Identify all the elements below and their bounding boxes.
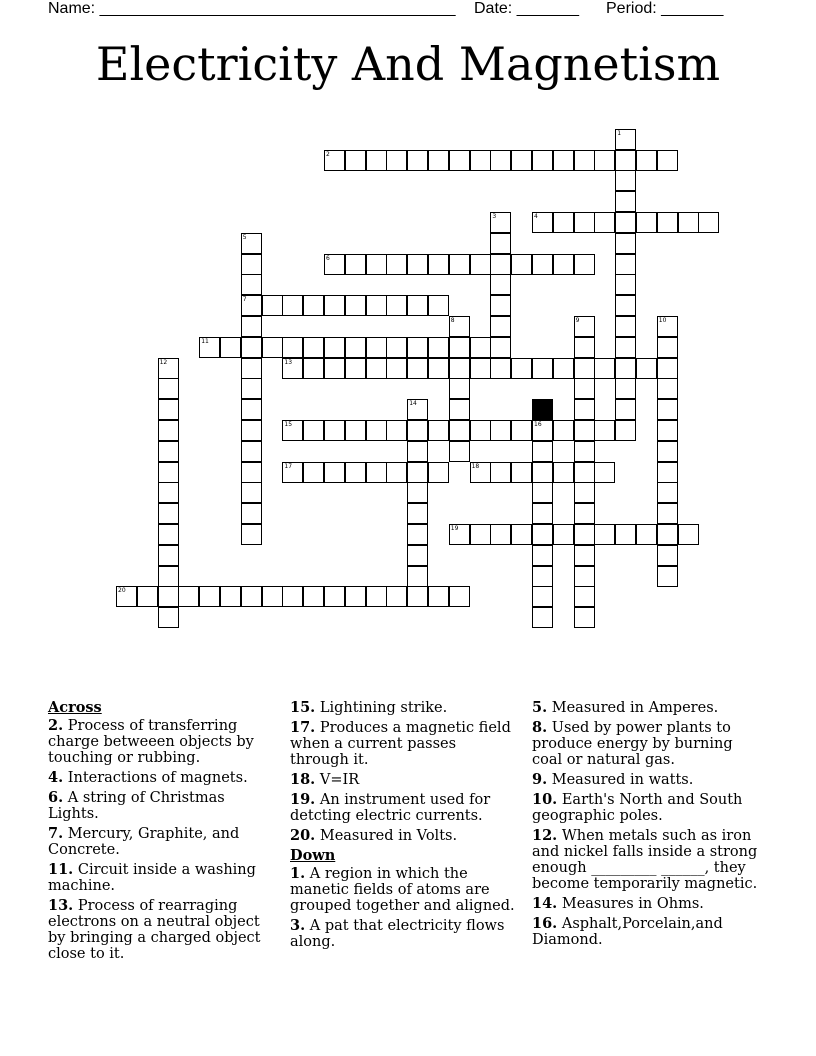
- grid-cell[interactable]: [657, 378, 678, 399]
- clue-number-16: 16: [534, 421, 542, 428]
- grid-cell[interactable]: [532, 482, 553, 503]
- clue-down-item: [532, 828, 760, 892]
- grid-cell[interactable]: [532, 254, 553, 275]
- grid-cell[interactable]: [636, 358, 657, 379]
- name-label: Name:: [48, 0, 96, 17]
- grid-cell[interactable]: [324, 462, 345, 483]
- grid-cell[interactable]: [574, 482, 595, 503]
- grid-cell[interactable]: [158, 482, 179, 503]
- grid-cell[interactable]: [386, 358, 407, 379]
- grid-cell[interactable]: [282, 586, 303, 607]
- clue-text: Produces a magnetic field when a current passes through it.: [290, 720, 511, 768]
- grid-cell[interactable]: [532, 462, 553, 483]
- grid-cell[interactable]: [386, 462, 407, 483]
- grid-cell[interactable]: [657, 358, 678, 379]
- grid-cell[interactable]: [366, 254, 387, 275]
- grid-cell[interactable]: [615, 233, 636, 254]
- clue-number-12: 12: [159, 358, 168, 366]
- grid-cell[interactable]: [407, 337, 428, 358]
- grid-cell[interactable]: [657, 482, 678, 503]
- grid-cell[interactable]: [449, 586, 470, 607]
- grid-cell[interactable]: [490, 316, 511, 337]
- clue-text: Measured in Volts.: [319, 828, 458, 844]
- grid-cell[interactable]: [574, 545, 595, 566]
- grid-cell[interactable]: [158, 503, 179, 524]
- grid-cell[interactable]: [511, 150, 532, 171]
- grid-cell[interactable]: [324, 337, 345, 358]
- clue-across-item: [48, 790, 276, 822]
- grid-cell[interactable]: [428, 337, 449, 358]
- clue-number: 5.: [532, 699, 548, 716]
- grid-cell[interactable]: [470, 254, 491, 275]
- grid-cell[interactable]: [574, 441, 595, 462]
- grid-cell[interactable]: [282, 295, 303, 316]
- grid-cell[interactable]: [345, 462, 366, 483]
- clue-column-1: [48, 700, 276, 966]
- grid-cell[interactable]: [532, 503, 553, 524]
- clue-column-2: [290, 700, 518, 954]
- grid-cell[interactable]: [262, 586, 283, 607]
- grid-cell[interactable]: [241, 482, 262, 503]
- grid-cell[interactable]: [345, 295, 366, 316]
- grid-cell[interactable]: [241, 420, 262, 441]
- clue-number: 6.: [48, 789, 64, 806]
- clue-number: 12.: [532, 827, 558, 844]
- grid-cell[interactable]: [366, 358, 387, 379]
- grid-cell[interactable]: [636, 150, 657, 171]
- clue-number-19: 19: [450, 525, 459, 532]
- grid-cell[interactable]: [303, 586, 324, 607]
- clue-number-14: 14: [409, 400, 417, 408]
- grid-cell[interactable]: [449, 150, 470, 171]
- grid-cell[interactable]: [594, 524, 615, 545]
- clue-down-item: [532, 700, 760, 716]
- grid-cell[interactable]: [407, 503, 428, 524]
- grid-cell[interactable]: [345, 337, 366, 358]
- grid-cell[interactable]: [303, 337, 324, 358]
- clue-text: Process of rearraging electrons on a neutral object by bringing a charged object close to it.: [48, 898, 261, 962]
- grid-cell[interactable]: [428, 462, 449, 483]
- grid-cell[interactable]: [449, 441, 470, 462]
- grid-cell[interactable]: [199, 586, 220, 607]
- grid-cell[interactable]: [241, 316, 262, 337]
- grid-cell[interactable]: [407, 482, 428, 503]
- grid-cell[interactable]: [615, 170, 636, 191]
- grid-cell[interactable]: [511, 420, 532, 441]
- grid-cell[interactable]: [345, 586, 366, 607]
- grid-cell[interactable]: [366, 295, 387, 316]
- period-blank: _______: [661, 0, 724, 17]
- blocked-cell: [532, 399, 553, 420]
- clue-number: 2.: [48, 717, 64, 734]
- grid-cell[interactable]: [241, 337, 262, 358]
- grid-cell[interactable]: [366, 586, 387, 607]
- grid-cell[interactable]: [262, 295, 283, 316]
- grid-cell[interactable]: [657, 337, 678, 358]
- clue-number-6: 6: [326, 254, 330, 262]
- clue-text: Interactions of magnets.: [67, 770, 248, 786]
- clue-text: Circuit inside a washing machine.: [48, 862, 256, 894]
- clue-number: 7.: [48, 825, 64, 842]
- grid-cell[interactable]: [574, 150, 595, 171]
- grid-cell[interactable]: [282, 337, 303, 358]
- grid-cell[interactable]: [490, 233, 511, 254]
- grid-cell[interactable]: [490, 358, 511, 379]
- grid-cell[interactable]: [594, 150, 615, 171]
- grid-cell[interactable]: [158, 420, 179, 441]
- grid-cell[interactable]: [407, 545, 428, 566]
- clue-number-9: 9: [575, 317, 580, 324]
- grid-cell[interactable]: [366, 337, 387, 358]
- grid-cell[interactable]: [449, 420, 470, 441]
- grid-cell[interactable]: [490, 295, 511, 316]
- clue-text: Lightining strike.: [319, 700, 448, 716]
- grid-cell[interactable]: [574, 254, 595, 275]
- clue-number: 15.: [290, 699, 316, 716]
- grid-cell[interactable]: [407, 420, 428, 441]
- clue-number: 9.: [532, 771, 548, 788]
- grid-cell[interactable]: [615, 295, 636, 316]
- clue-number-10: 10: [658, 317, 667, 324]
- grid-cell[interactable]: [490, 462, 511, 483]
- grid-cell[interactable]: [615, 399, 636, 420]
- grid-cell[interactable]: [407, 358, 428, 379]
- grid-cell[interactable]: [262, 337, 283, 358]
- clue-across-item: [48, 862, 276, 894]
- clue-number-8: 8: [450, 317, 455, 324]
- clue-number-18: 18: [471, 462, 480, 470]
- grid-cell[interactable]: [698, 212, 719, 233]
- clue-down-item: [532, 916, 760, 948]
- grid-cell[interactable]: [678, 212, 699, 233]
- grid-cell[interactable]: [449, 337, 470, 358]
- grid-cell[interactable]: [553, 420, 574, 441]
- clue-text: Used by power plants to produce energy by burning coal or natural gas.: [532, 720, 733, 768]
- grid-cell[interactable]: [490, 420, 511, 441]
- clue-number-1: 1: [617, 129, 622, 137]
- grid-cell[interactable]: [574, 212, 595, 233]
- grid-cell[interactable]: [241, 358, 262, 379]
- grid-cell[interactable]: [241, 274, 262, 295]
- grid-cell[interactable]: [158, 586, 179, 607]
- grid-cell[interactable]: [345, 420, 366, 441]
- clue-down-item: [532, 772, 760, 788]
- grid-cell[interactable]: [657, 545, 678, 566]
- grid-cell[interactable]: [490, 254, 511, 275]
- grid-cell[interactable]: [615, 337, 636, 358]
- grid-cell[interactable]: [615, 524, 636, 545]
- grid-cell[interactable]: [657, 399, 678, 420]
- grid-cell[interactable]: [532, 358, 553, 379]
- clue-number-3: 3: [492, 213, 497, 220]
- clue-number-4: 4: [534, 213, 538, 220]
- grid-cell[interactable]: [615, 274, 636, 295]
- grid-cell[interactable]: [407, 524, 428, 545]
- clue-number: 13.: [48, 897, 74, 914]
- grid-cell[interactable]: [553, 254, 574, 275]
- clue-text: V=IR: [319, 772, 360, 788]
- grid-cell[interactable]: [532, 441, 553, 462]
- grid-cell[interactable]: [657, 212, 678, 233]
- clue-number: 1.: [290, 865, 306, 882]
- grid-cell[interactable]: [324, 358, 345, 379]
- grid-cell[interactable]: [220, 586, 241, 607]
- grid-cell[interactable]: [345, 358, 366, 379]
- grid-cell[interactable]: [574, 358, 595, 379]
- clue-text: Measured in Amperes.: [551, 700, 719, 716]
- grid-cell[interactable]: [657, 462, 678, 483]
- clue-across-item: [290, 720, 518, 768]
- grid-cell[interactable]: [137, 586, 158, 607]
- grid-cell[interactable]: [428, 358, 449, 379]
- grid-cell[interactable]: [241, 441, 262, 462]
- grid-cell[interactable]: [241, 524, 262, 545]
- clue-text: Measured in watts.: [551, 772, 694, 788]
- grid-cell[interactable]: [449, 358, 470, 379]
- grid-cell[interactable]: [386, 586, 407, 607]
- clue-number: 8.: [532, 719, 548, 736]
- clue-across-item: [290, 792, 518, 824]
- grid-cell[interactable]: [303, 462, 324, 483]
- grid-cell[interactable]: [407, 295, 428, 316]
- grid-cell[interactable]: [407, 566, 428, 587]
- grid-cell[interactable]: [241, 378, 262, 399]
- grid-cell[interactable]: [407, 150, 428, 171]
- grid-cell[interactable]: [366, 420, 387, 441]
- grid-cell[interactable]: [366, 462, 387, 483]
- grid-cell[interactable]: [532, 150, 553, 171]
- grid-cell[interactable]: [386, 337, 407, 358]
- grid-cell[interactable]: [574, 524, 595, 545]
- clue-number-2: 2: [326, 150, 330, 158]
- grid-cell[interactable]: [449, 399, 470, 420]
- clue-across-item: [290, 772, 518, 788]
- grid-cell[interactable]: [158, 462, 179, 483]
- grid-cell[interactable]: [386, 150, 407, 171]
- grid-cell[interactable]: [657, 441, 678, 462]
- clue-number-13: 13: [284, 358, 293, 366]
- grid-cell[interactable]: [490, 150, 511, 171]
- clue-down-item: [532, 792, 760, 824]
- grid-cell[interactable]: [158, 441, 179, 462]
- grid-cell[interactable]: [678, 524, 699, 545]
- grid-cell[interactable]: [574, 503, 595, 524]
- grid-cell[interactable]: [511, 524, 532, 545]
- grid-cell[interactable]: [553, 524, 574, 545]
- clue-number: 19.: [290, 791, 316, 808]
- clue-column-3: [532, 700, 760, 952]
- grid-cell[interactable]: [490, 274, 511, 295]
- grid-cell[interactable]: [553, 150, 574, 171]
- grid-cell[interactable]: [574, 378, 595, 399]
- clue-text: An instrument used for detcting electric currents.: [290, 792, 491, 824]
- grid-cell[interactable]: [574, 586, 595, 607]
- grid-cell[interactable]: [657, 150, 678, 171]
- grid-cell[interactable]: [241, 586, 262, 607]
- grid-cell[interactable]: [428, 586, 449, 607]
- grid-cell[interactable]: [532, 607, 553, 628]
- grid-cell[interactable]: [407, 441, 428, 462]
- grid-cell[interactable]: [553, 462, 574, 483]
- clue-across-item: [48, 770, 276, 786]
- name-blank: ________________________________________: [99, 0, 456, 17]
- down-heading: Down: [290, 847, 336, 864]
- clue-number: 14.: [532, 895, 558, 912]
- clue-text: Asphalt,Porcelain,and Diamond.: [532, 916, 723, 948]
- grid-cell[interactable]: [158, 607, 179, 628]
- grid-cell[interactable]: [241, 399, 262, 420]
- grid-cell[interactable]: [532, 566, 553, 587]
- grid-cell[interactable]: [324, 295, 345, 316]
- grid-cell[interactable]: [636, 212, 657, 233]
- grid-cell[interactable]: [366, 150, 387, 171]
- clue-down-item: [532, 896, 760, 912]
- grid-cell[interactable]: [470, 337, 491, 358]
- grid-cell[interactable]: [553, 358, 574, 379]
- across-heading: Across: [48, 699, 102, 716]
- clue-text: A pat that electricity flows along.: [290, 918, 505, 950]
- date-label: Date:: [474, 0, 513, 17]
- grid-cell[interactable]: [428, 150, 449, 171]
- grid-cell[interactable]: [324, 586, 345, 607]
- grid-cell[interactable]: [158, 399, 179, 420]
- clue-across-item: [48, 718, 276, 766]
- grid-cell[interactable]: [386, 254, 407, 275]
- grid-cell[interactable]: [594, 462, 615, 483]
- clue-text: A region in which the manetic fields of atoms are grouped together and aligned.: [290, 866, 515, 914]
- grid-cell[interactable]: [386, 295, 407, 316]
- grid-cell[interactable]: [636, 524, 657, 545]
- grid-cell[interactable]: [553, 212, 574, 233]
- grid-cell[interactable]: [657, 503, 678, 524]
- clue-text: Mercury, Graphite, and Concrete.: [48, 826, 240, 858]
- grid-cell[interactable]: [574, 462, 595, 483]
- grid-cell[interactable]: [615, 150, 636, 171]
- grid-cell[interactable]: [615, 191, 636, 212]
- grid-cell[interactable]: [449, 378, 470, 399]
- grid-cell[interactable]: [324, 420, 345, 441]
- grid-cell[interactable]: [574, 566, 595, 587]
- clue-number-5: 5: [242, 233, 247, 241]
- grid-cell[interactable]: [428, 420, 449, 441]
- grid-cell[interactable]: [532, 545, 553, 566]
- grid-cell[interactable]: [158, 378, 179, 399]
- grid-cell[interactable]: [511, 358, 532, 379]
- grid-cell[interactable]: [407, 586, 428, 607]
- clue-number-20: 20: [118, 587, 126, 595]
- grid-cell[interactable]: [574, 607, 595, 628]
- grid-cell[interactable]: [657, 566, 678, 587]
- grid-cell[interactable]: [470, 420, 491, 441]
- clue-across-item: [48, 898, 276, 962]
- grid-cell[interactable]: [345, 254, 366, 275]
- grid-cell[interactable]: [241, 254, 262, 275]
- grid-cell[interactable]: [594, 212, 615, 233]
- clue-text: When metals such as iron and nickel falls inside a strong enough _________ ______, they become temporarily magnetic.: [532, 828, 758, 892]
- grid-cell[interactable]: [594, 358, 615, 379]
- grid-cell[interactable]: [574, 337, 595, 358]
- grid-cell[interactable]: [470, 150, 491, 171]
- grid-cell[interactable]: [615, 212, 636, 233]
- grid-cell[interactable]: [615, 358, 636, 379]
- grid-cell[interactable]: [532, 524, 553, 545]
- clue-number: 18.: [290, 771, 316, 788]
- clue-number-11: 11: [201, 337, 209, 345]
- clue-across-item: [290, 828, 518, 844]
- clue-text: Earth's North and South geographic poles.: [532, 792, 743, 824]
- clue-number-7: 7: [242, 296, 247, 304]
- clue-down-item: [290, 866, 518, 914]
- grid-cell[interactable]: [470, 524, 491, 545]
- grid-cell[interactable]: [490, 524, 511, 545]
- grid-cell[interactable]: [657, 524, 678, 545]
- grid-cell[interactable]: [615, 316, 636, 337]
- grid-cell[interactable]: [220, 337, 241, 358]
- grid-cell[interactable]: [158, 566, 179, 587]
- grid-cell[interactable]: [345, 150, 366, 171]
- grid-cell[interactable]: [158, 524, 179, 545]
- grid-cell[interactable]: [511, 254, 532, 275]
- grid-cell[interactable]: [615, 420, 636, 441]
- clue-down-item: [290, 918, 518, 950]
- grid-cell[interactable]: [470, 358, 491, 379]
- clue-across-item: [290, 700, 518, 716]
- clue-number: 3.: [290, 917, 306, 934]
- clue-number: 11.: [48, 861, 74, 878]
- grid-cell[interactable]: [594, 420, 615, 441]
- clue-number: 17.: [290, 719, 316, 736]
- period-label: Period:: [606, 0, 657, 17]
- grid-cell[interactable]: [574, 399, 595, 420]
- clue-down-item: [532, 720, 760, 768]
- clue-number-15: 15: [284, 421, 293, 428]
- grid-cell[interactable]: [158, 545, 179, 566]
- grid-cell[interactable]: [449, 254, 470, 275]
- grid-cell[interactable]: [428, 254, 449, 275]
- grid-cell[interactable]: [241, 503, 262, 524]
- grid-cell[interactable]: [615, 378, 636, 399]
- clue-text: Process of transferring charge betweeen objects by touching or rubbing.: [48, 718, 254, 766]
- clue-text: Measures in Ohms.: [561, 896, 704, 912]
- clue-number: 20.: [290, 827, 316, 844]
- page-title: Electricity And Magnetism: [95, 37, 721, 91]
- grid-cell[interactable]: [303, 358, 324, 379]
- grid-cell[interactable]: [178, 586, 199, 607]
- clue-number: 10.: [532, 791, 558, 808]
- grid-cell[interactable]: [428, 295, 449, 316]
- grid-cell[interactable]: [303, 420, 324, 441]
- grid-cell[interactable]: [511, 462, 532, 483]
- grid-cell[interactable]: [407, 254, 428, 275]
- grid-cell[interactable]: [241, 462, 262, 483]
- grid-cell[interactable]: [490, 337, 511, 358]
- clue-number: 16.: [532, 915, 558, 932]
- date-blank: _______: [516, 0, 579, 17]
- grid-cell[interactable]: [657, 420, 678, 441]
- grid-cell[interactable]: [303, 295, 324, 316]
- grid-cell[interactable]: [532, 586, 553, 607]
- grid-cell[interactable]: [407, 462, 428, 483]
- grid-cell[interactable]: [615, 254, 636, 275]
- grid-cell[interactable]: [386, 420, 407, 441]
- clue-number-17: 17: [284, 462, 293, 470]
- grid-cell[interactable]: [574, 420, 595, 441]
- clue-across-item: [48, 826, 276, 858]
- clue-number: 4.: [48, 769, 64, 786]
- clue-text: A string of Christmas Lights.: [48, 790, 225, 822]
